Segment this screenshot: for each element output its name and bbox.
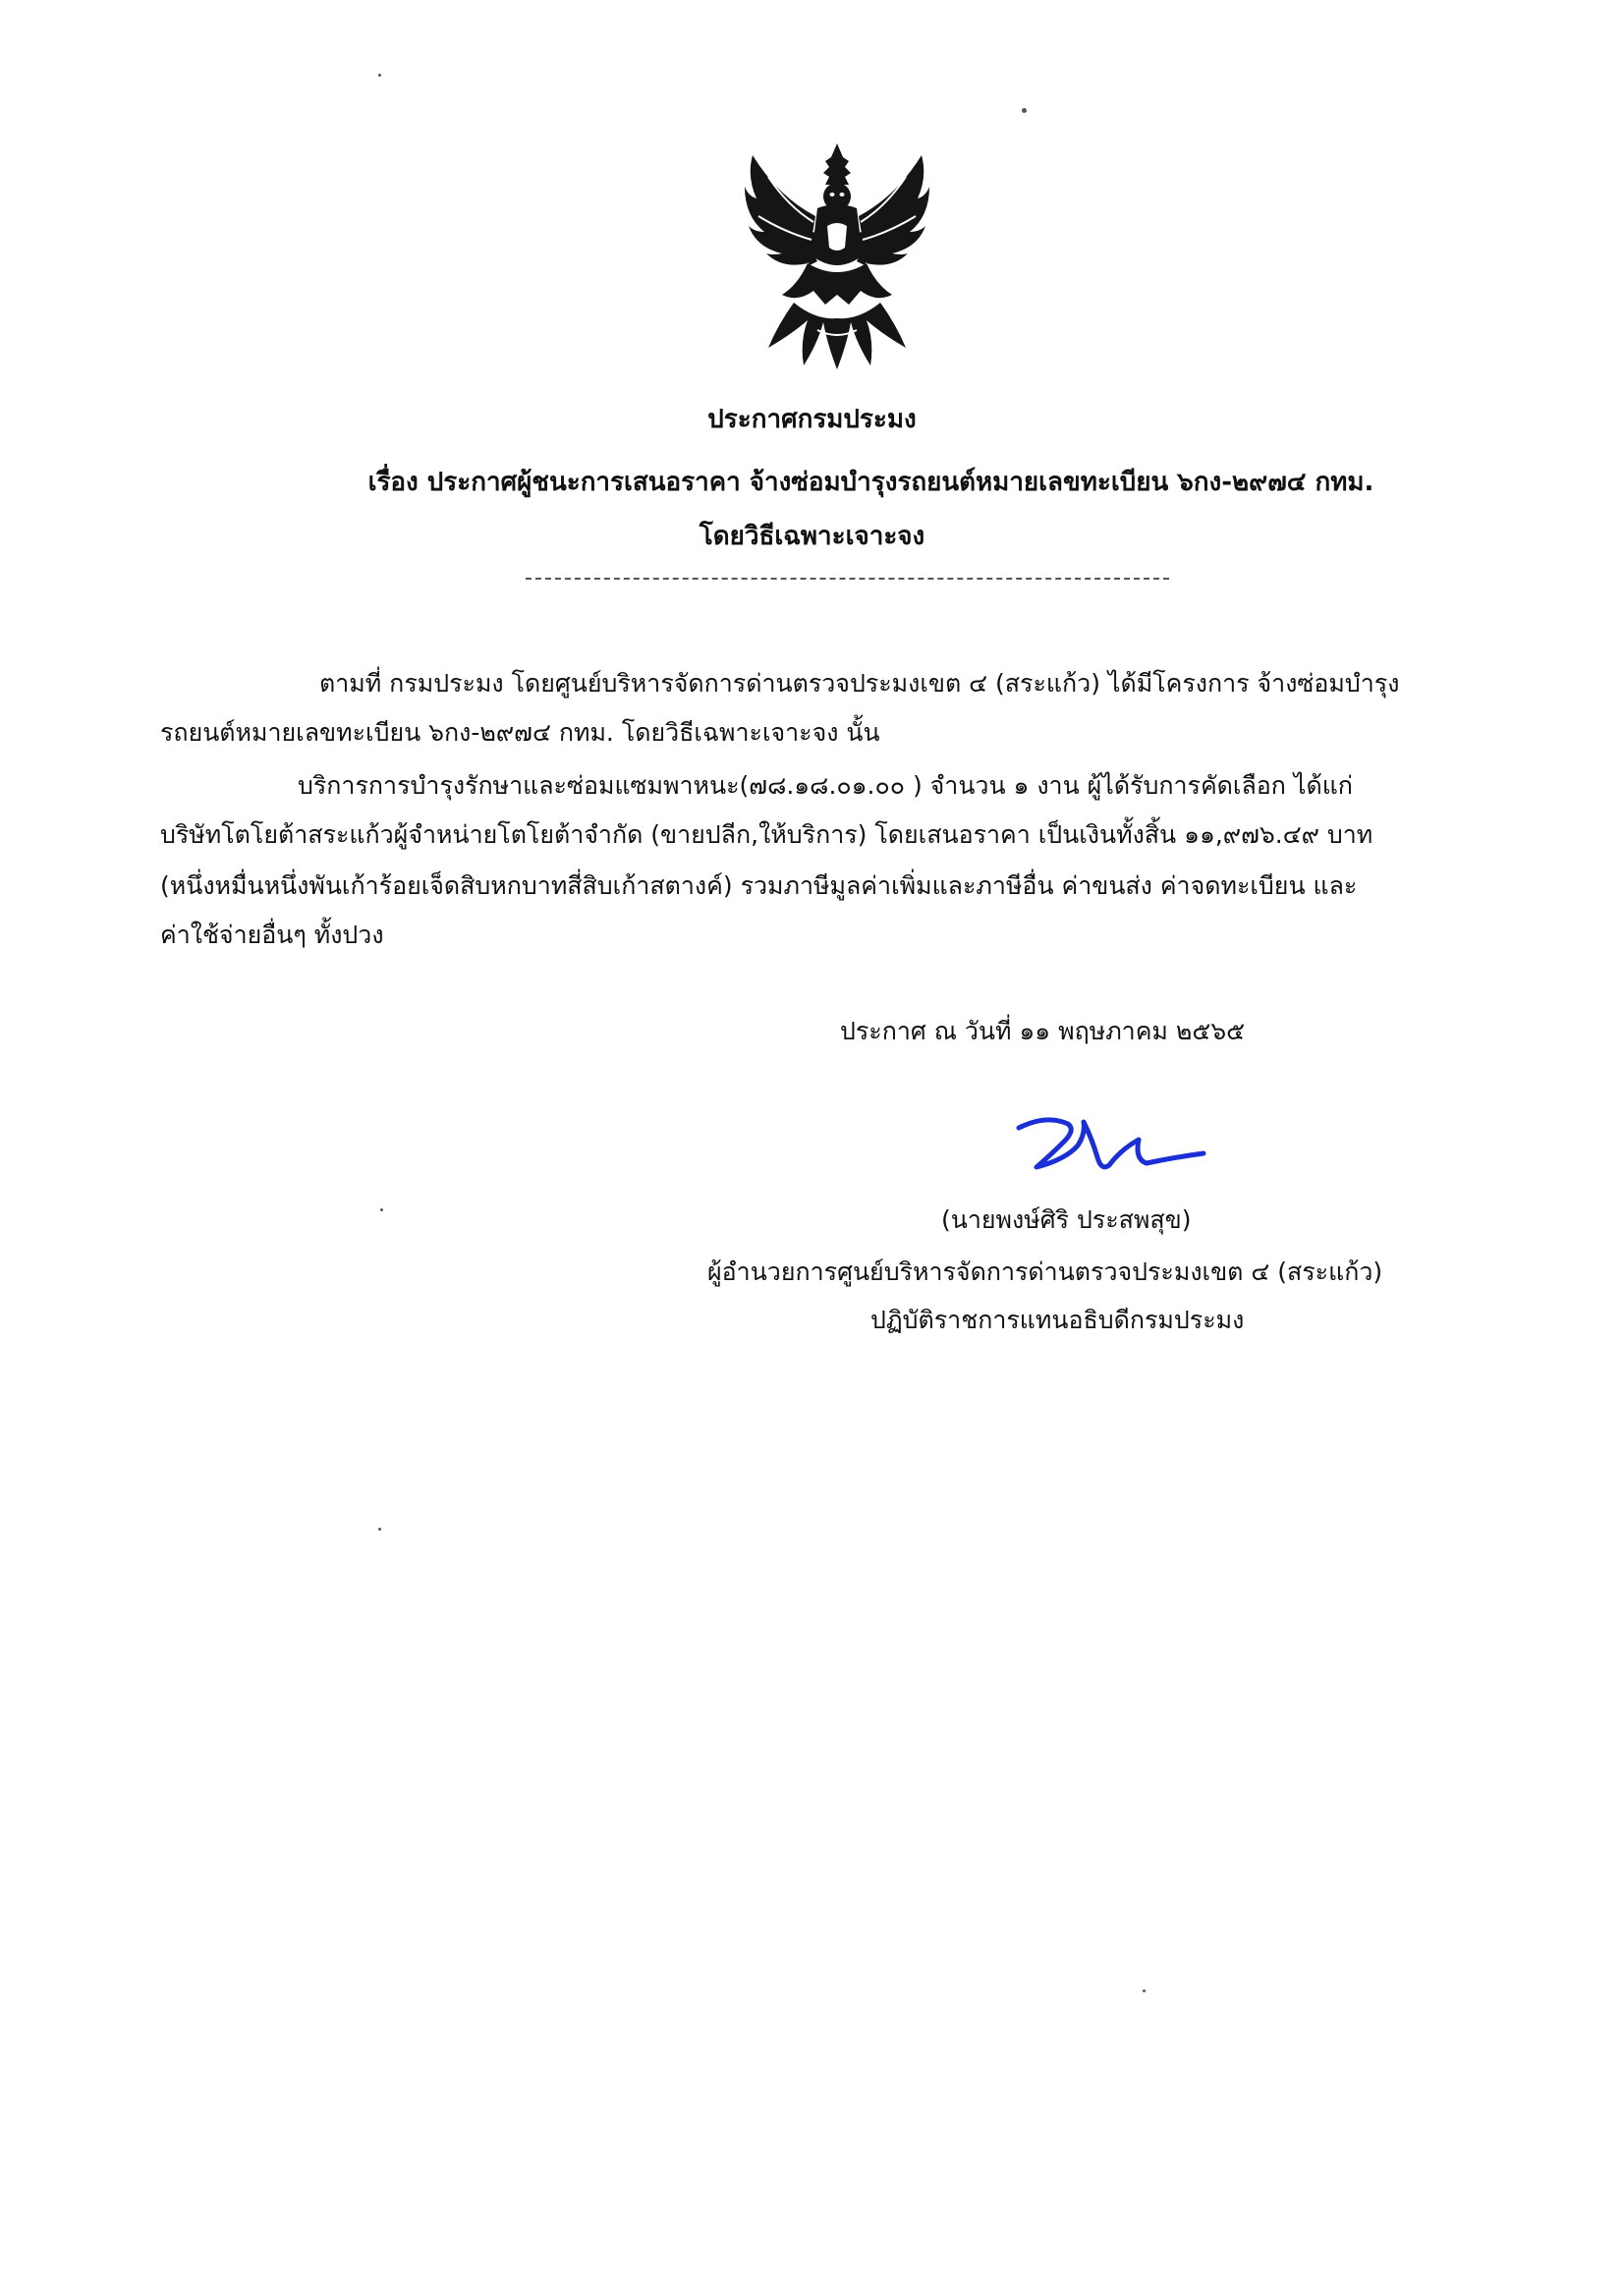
scan-speck (1143, 1989, 1146, 1992)
subject-line: เรื่อง ประกาศผู้ชนะการเสนอราคา จ้างซ่อมบำรุงรถยนต์หมายเลขทะเบียน ๖กง-๒๙๗๔ กทม. (367, 468, 1374, 497)
signer-acting-title: ปฏิบัติราชการแทนอธิบดีกรมประมง (870, 1306, 1245, 1334)
announcement-date: ประกาศ ณ วันที่ ๑๑ พฤษภาคม ๒๕๖๕ (840, 1017, 1246, 1045)
divider (526, 578, 1169, 580)
scan-speck (378, 74, 381, 77)
body-line: บริการการบำรุงรักษาและซ่อมแซมพาหนะ(๗๘.๑๘.๐๑.๐๐ ) จำนวน ๑ งาน ผู้ได้รับการคัดเลือก ได้แก่ (298, 771, 1353, 800)
body-line: บริษัทโตโยต้าสระแก้วผู้จำหน่ายโตโยต้าจำกัด (ขายปลีก,ให้บริการ) โดยเสนอราคา เป็นเงินทั้งสิ้น ๑๑,๙๗๖.๔๙ บาท (160, 820, 1373, 849)
handwritten-signature-icon (1007, 1110, 1213, 1189)
garuda-emblem-icon (739, 138, 935, 373)
signer-title: ผู้อำนวยการศูนย์บริหารจัดการด่านตรวจประมงเขต ๔ (สระแก้ว) (707, 1258, 1383, 1286)
issuer-heading: ประกาศกรมประมง (707, 405, 917, 434)
body-line: (หนึ่งหมื่นหนึ่งพันเก้าร้อยเจ็ดสิบหกบาทสี่สิบเก้าสตางค์) รวมภาษีมูลค่าเพิ่มและภาษีอื่น ค่าขนส่ง ค่าจดทะเบียน และ (160, 871, 1358, 900)
signer-name: (นายพงษ์ศิริ ประสพสุข) (941, 1205, 1192, 1234)
scan-speck (378, 1528, 381, 1531)
scan-speck (380, 1208, 383, 1211)
body-line: ค่าใช้จ่ายอื่นๆ ทั้งปวง (160, 921, 384, 949)
body-line: ตามที่ กรมประมง โดยศูนย์บริหารจัดการด่านตรวจประมงเขต ๔ (สระแก้ว) ได้มีโครงการ จ้างซ่อมบำรุง (319, 669, 1400, 698)
subject-method-line: โดยวิธีเฉพาะเจาะจง (699, 522, 925, 551)
scan-speck (1022, 108, 1027, 113)
body-line: รถยนต์หมายเลขทะเบียน ๖กง-๒๙๗๔ กทม. โดยวิธีเฉพาะเจาะจง นั้น (160, 718, 880, 747)
